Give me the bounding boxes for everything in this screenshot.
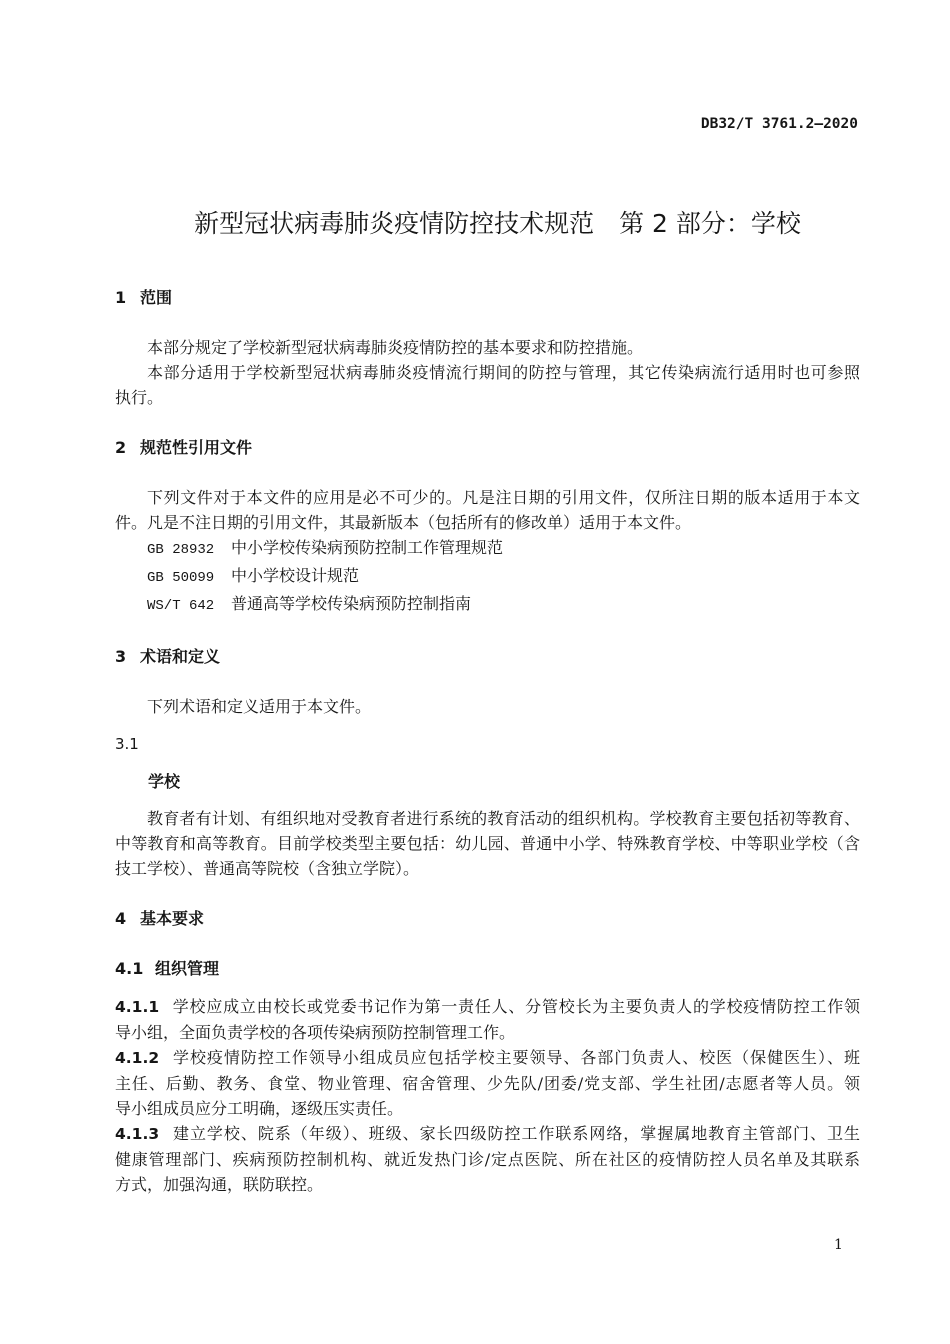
- clause-text: 学校疫情防控工作领导小组成员应包括学校主要领导、各部门负责人、校医（保健医生）、班: [172, 1048, 860, 1067]
- clause-line: [115, 1045, 860, 1071]
- reference-item: [115, 591, 860, 619]
- paragraph-line: 件。凡是不注日期的引用文件，其最新版本（包括所有的修改单）适用于本文件。: [115, 513, 692, 532]
- paragraph: [115, 335, 860, 360]
- section-heading: [115, 285, 860, 310]
- definition-line: 技工学校）、普通高等院校（含独立学院）。: [115, 859, 420, 878]
- definition-line: 中等教育和高等教育。目前学校类型主要包括：幼儿园、普通中小学、特殊教育学校、中等职业学校（含: [115, 834, 860, 853]
- paragraph-line: 执行。: [115, 388, 164, 407]
- section-heading: [115, 906, 860, 931]
- section-number: 4: [115, 909, 127, 928]
- clause-line: 主任、后勤、教务、食堂、物业管理、宿舍管理、少先队/团委/党支部、学生社团/志愿者等人员。领: [115, 1074, 860, 1093]
- section-title: 基本要求: [140, 909, 205, 928]
- section-title: 规范性引用文件: [140, 438, 253, 457]
- document-body: [115, 285, 860, 1197]
- subsection-title: 组织管理: [155, 959, 220, 978]
- reference-title: 普通高等学校传染病预防控制指南: [231, 594, 472, 613]
- clause-text: 建立学校、院系（年级）、班级、家长四级防控工作联系网络，掌握属地教育主管部门、卫生: [172, 1124, 860, 1143]
- clause: [115, 1121, 860, 1197]
- document-title: 新型冠状病毒肺炎疫情防控技术规范 第 2 部分：学校: [194, 209, 801, 238]
- section-title: 范围: [140, 288, 173, 307]
- standard-number: DB32/T 3761.2—2020: [700, 116, 858, 132]
- paragraph: [115, 485, 860, 535]
- clause-number: 4.1.2: [115, 1049, 160, 1067]
- clause-line: [115, 1121, 860, 1147]
- term-name: 学校: [148, 772, 181, 791]
- clause: [115, 1045, 860, 1121]
- section-heading: [115, 435, 860, 460]
- clause-number: 4.1.1: [115, 998, 160, 1016]
- clause-line: 方式，加强沟通，联防联控。: [115, 1175, 324, 1194]
- reference-list: [115, 535, 860, 619]
- clause-line: [115, 994, 860, 1020]
- subsection-heading: [115, 956, 860, 981]
- reference-title: 中小学校设计规范: [231, 566, 360, 585]
- clause-text: 学校应成立由校长或党委书记作为第一责任人、分管校长为主要负责人的学校疫情防控工作领: [172, 997, 860, 1016]
- paragraph-line: 下列文件对于本文件的应用是必不可少的。凡是注日期的引用文件，仅所注日期的版本适用于本文: [147, 488, 860, 507]
- subsection-number: 4.1: [115, 959, 144, 978]
- clause-line: 导小组成员应分工明确，逐级压实责任。: [115, 1099, 404, 1118]
- reference-item: [115, 535, 860, 563]
- paragraph-line: 下列术语和定义适用于本文件。: [147, 697, 372, 716]
- clause-line: 健康管理部门、疾病预防控制机构、就近发热门诊/定点医院、所在社区的疫情防控人员名单及其联系: [115, 1150, 860, 1169]
- reference-title: 中小学校传染病预防控制工作管理规范: [231, 538, 504, 557]
- paragraph-line: 本部分规定了学校新型冠状病毒肺炎疫情防控的基本要求和防控措施。: [147, 338, 644, 357]
- term-number: 3.1: [115, 735, 139, 753]
- section-number: 3: [115, 647, 127, 666]
- term-entry: [115, 732, 860, 881]
- definition-line: 教育者有计划、有组织地对受教育者进行系统的教育活动的组织机构。学校教育主要包括初等教育、: [147, 809, 860, 828]
- section-title: 术语和定义: [140, 647, 221, 666]
- reference-code: GB 50099: [147, 570, 215, 586]
- clause-line: 导小组，全面负责学校的各项传染病预防控制管理工作。: [115, 1023, 516, 1042]
- clause: [115, 994, 860, 1045]
- section-heading: [115, 644, 860, 669]
- reference-code: GB 28932: [147, 542, 215, 558]
- section-number: 1: [115, 288, 127, 307]
- clause-number: 4.1.3: [115, 1125, 160, 1143]
- paragraph-line: 本部分适用于学校新型冠状病毒肺炎疫情流行期间的防控与管理，其它传染病流行适用时也可参照: [147, 363, 860, 382]
- reference-item: [115, 563, 860, 591]
- reference-code: WS/T 642: [147, 598, 215, 614]
- paragraph: [115, 694, 860, 719]
- term-definition: [115, 806, 860, 881]
- page-number: 1: [834, 1237, 843, 1253]
- section-number: 2: [115, 438, 127, 457]
- paragraph: [115, 360, 860, 410]
